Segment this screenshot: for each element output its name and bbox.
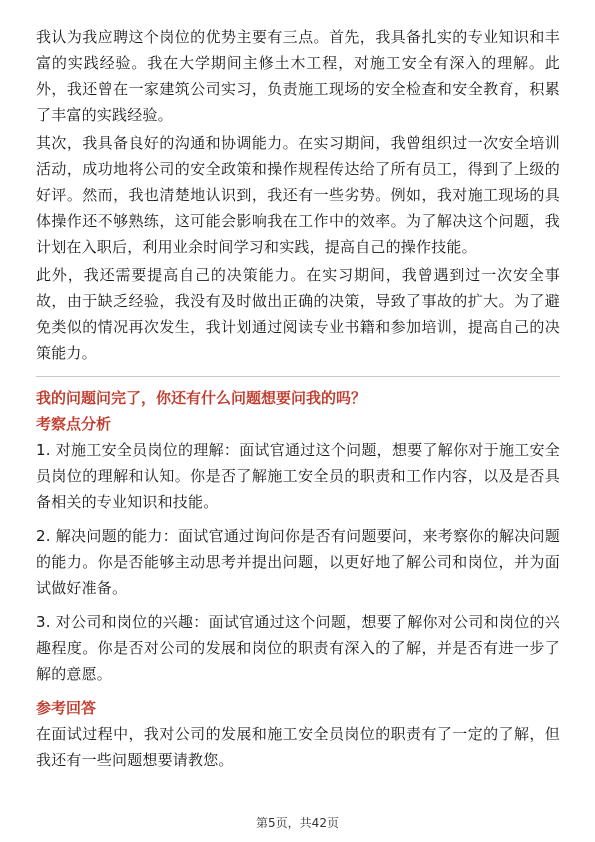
intro-paragraph-3: 此外，我还需要提高自己的决策能力。在实习期间，我曾遇到过一次安全事故，由于缺乏经验，我没有及时做出正确的决策，导致了事故的扩大。为了避免类似的情况再次发生，我计划通过阅读专业书籍和参加培训，提高自己的决策能力。 [36,266,560,362]
reference-heading: 参考回答 [36,699,97,717]
analysis-item-1: 1. 对施工安全员岗位的理解：面试官通过这个问题，想要了解你对于施工安全员岗位的理解和认知。你是否了解施工安全员的职责和工作内容，以及是否具备相关的专业知识和技能。 [36,441,560,511]
reference-answer: 在面试过程中，我对公司的发展和施工安全员岗位的职责有了一定的了解，但我还有一些问题想要请教您。 [36,725,560,769]
section-divider [36,376,560,377]
document-page [36,24,560,773]
intro-paragraph-2: 其次，我具备良好的沟通和协调能力。在实习期间，我曾组织过一次安全培训活动，成功地将公司的安全政策和操作规程传达给了所有员工，得到了上级的好评。然而，我也清楚地认识到，我还有一些劣势。例如，我对施工现场的具体操作还不够熟练，这可能会影响我在工作中的效率。为了解决这个问题，我计划在入职后，利用业余时间学习和实践，提高自己的操作技能。 [36,134,560,256]
intro-paragraph-1: 我认为我应聘这个岗位的优势主要有三点。首先，我具备扎实的专业知识和丰富的实践经验。我在大学期间主修土木工程，对施工安全有深入的理解。此外，我还曾在一家建筑公司实习，负责施工现场的安全检查和安全教育，积累了丰富的实践经验。 [36,28,560,124]
analysis-item-2: 2. 解决问题的能力：面试官通过询问你是否有问题要问，来考察你的解决问题的能力。你是否能够主动思考并提出问题，以更好地了解公司和岗位，并为面试做好准备。 [36,527,560,597]
interview-question: 我的问题问完了，你还有什么问题想要问我的吗？ [36,389,367,407]
analysis-heading: 考察点分析 [36,415,112,433]
page-number: 第5页，共42页 [256,816,339,830]
analysis-item-3: 3. 对公司和岗位的兴趣：面试官通过这个问题，想要了解你对公司和岗位的兴趣程度。你是否对公司的发展和岗位的职责有深入的了解，并是否有进一步了解的意愿。 [36,613,560,683]
